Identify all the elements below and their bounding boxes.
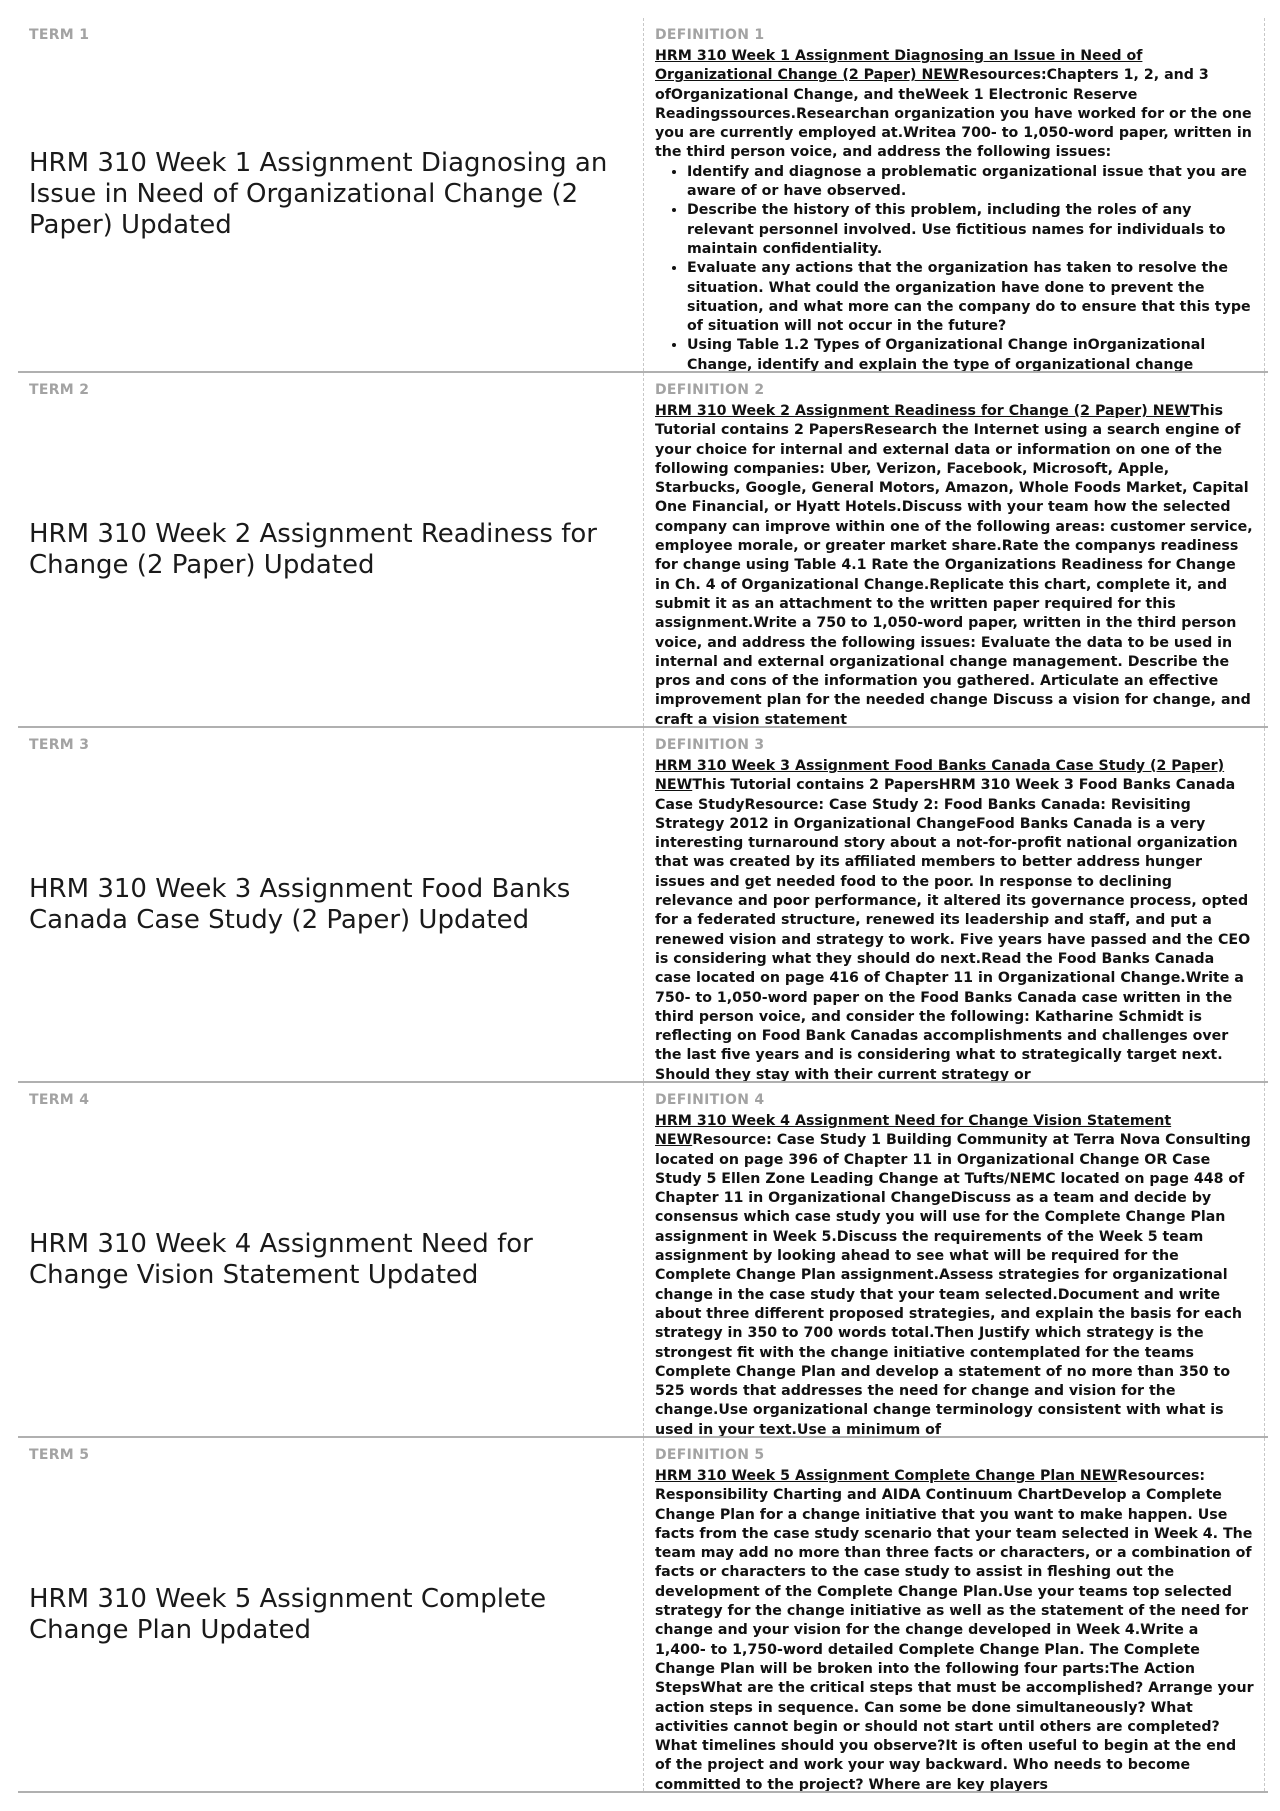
definition-text <box>655 402 1254 726</box>
definition-cell <box>643 18 1265 371</box>
definition-cell <box>643 373 1265 726</box>
definition-title: HRM 310 Week 4 Assignment Need for Change Vision Statement NEW <box>655 1113 1172 1149</box>
definition-label: DEFINITION 2 <box>655 382 765 398</box>
definition-cell <box>643 728 1265 1081</box>
term-label: TERM 2 <box>29 382 90 398</box>
term-text: HRM 310 Week 2 Assignment Readiness for Change (2 Paper) Updated <box>29 518 597 580</box>
definition-title: HRM 310 Week 3 Assignment Food Banks Canada Case Study (2 Paper) NEW <box>655 758 1225 794</box>
definition-list-item: • Describe the history of this problem, including the roles of any relevant personnel involved. Use fictitious names for individuals to maintain confidentiality. <box>687 201 1254 259</box>
definition-label: DEFINITION 4 <box>655 1092 765 1108</box>
flashcard-3 <box>18 728 1268 1083</box>
term-text: HRM 310 Week 5 Assignment Complete Change Plan Updated <box>29 1583 547 1645</box>
flashcard-5 <box>18 1438 1268 1793</box>
term-cell <box>18 728 640 1081</box>
term-label: TERM 1 <box>29 27 90 43</box>
definition-body: This Tutorial contains 2 PapersResearch the Internet using a search engine of your choice for internal and external data or information on one of the following companies: Uber, Verizon, Facebook, Microsoft, Apple, Starbucks, Google, General Motors, Amazon, Whole Foods Market, Capital One Financial, or Hyatt Hotels.Discuss with your team how the selected company can improve within one of the following areas: customer service, employee morale, or greater market share.Rate the companys readiness for change using Table 4.1 Rate the Organizations Readiness for Change in Ch. 4 of Organizational Change.Replicate this chart, complete it, and submit it as an attachment to the written paper required for this assignment.Write a 750 to 1,050-word paper, written in the third person voice, and address the following issues: Evaluate the data to be used in internal and external organizational change management. Describe the pros and cons of the information you gathered. Articulate an effective improvement plan for the needed change Discuss a vision for change, and craft a vision statement <box>655 403 1253 726</box>
term-text: HRM 310 Week 1 Assignment Diagnosing an Issue in Need of Organizational Change (2 Paper) Updated <box>29 148 608 240</box>
definition-list <box>655 163 1254 371</box>
definition-cell <box>643 1438 1265 1791</box>
term-text: HRM 310 Week 4 Assignment Need for Change Vision Statement Updated <box>29 1228 533 1290</box>
definition-list-item: • Using Table 1.2 Types of Organizational Change inOrganizational Change, identify and explain the type of organizational change <box>687 336 1254 371</box>
definition-list-item: • Evaluate any actions that the organization has taken to resolve the situation. What could the organization have done to prevent the situation, and what more can the company do to ensure that this type of situation will not occur in the future? <box>687 259 1254 336</box>
term-cell <box>18 18 640 371</box>
definition-body: Resource: Case Study 1 Building Community at Terra Nova Consulting located on page 396 of Chapter 11 in Organizational Change OR Case Study 5 Ellen Zone Leading Change at Tufts/NEMC located on page 448 of Chapter 11 in Organizational ChangeDiscuss as a team and decide by consensus which case study you will use for the Complete Change Plan assignment in Week 5.Discuss the requirements of the Week 5 team assignment by looking ahead to see what will be required for the Complete Change Plan assignment.Assess strategies for organizational change in the case study that your team selected.Document and write about three different proposed strategies, and explain the basis for each strategy in 350 to 700 words total.Then Justify which strategy is the strongest fit with the change initiative contemplated for the teams Complete Change Plan and develop a statement of no more than 350 to 525 words that addresses the need for change and vision for the change.Use organizational change terminology consistent with what is used in your text.Use a minimum of <box>655 1132 1251 1436</box>
flashcard-2 <box>18 373 1268 728</box>
flashcard-4 <box>18 1083 1268 1438</box>
term-label: TERM 3 <box>29 737 90 753</box>
term-cell <box>18 1083 640 1436</box>
definition-body: This Tutorial contains 2 PapersHRM 310 Week 3 Food Banks Canada Case StudyResource: Case Study 2: Food Banks Canada: Revisiting Strategy 2012 in Organizational ChangeFood Banks Canada is a very interesting turnaround story about a not-for-profit national organization that was created by its affiliated members to better address hunger issues and get needed food to the poor. In response to declining relevance and poor performance, it altered its governance process, opted for a federated structure, renewed its leadership and staff, and put a renewed vision and strategy to work. Five years have passed and the CEO is considering what they should do next.Read the Food Banks Canada case located on page 416 of Chapter 11 in Organizational Change.Write a 750- to 1,050-word paper on the Food Banks Canada case written in the third person voice, and consider the following: Katharine Schmidt is reflecting on Food Bank Canadas accomplishments and challenges over the last five years and is considering what to strategically target next. Should they stay with their current strategy or <box>655 777 1251 1081</box>
definition-title: HRM 310 Week 2 Assignment Readiness for Change (2 Paper) NEW <box>655 403 1190 419</box>
term-cell <box>18 373 640 726</box>
definition-text <box>655 1467 1254 1791</box>
flashcard-1 <box>18 18 1268 373</box>
definition-text <box>655 1112 1254 1436</box>
term-text: HRM 310 Week 3 Assignment Food Banks Canada Case Study (2 Paper) Updated <box>29 873 571 935</box>
definition-label: DEFINITION 1 <box>655 27 765 43</box>
definition-label: DEFINITION 3 <box>655 737 765 753</box>
term-label: TERM 4 <box>29 1092 90 1108</box>
flashcard-sheet <box>18 18 1268 1793</box>
definition-title: HRM 310 Week 5 Assignment Complete Change Plan NEW <box>655 1468 1118 1484</box>
definition-cell <box>643 1083 1265 1436</box>
definition-title: HRM 310 Week 1 Assignment Diagnosing an Issue in Need of Organizational Change (2 Paper) NEW <box>655 48 1143 84</box>
definition-body: Resources: Responsibility Charting and AIDA Continuum ChartDevelop a Complete Change Plan for a change initiative that you want to make happen. Use facts from the case study scenario that your team selected in Week 4. The team may add no more than three facts or characters, or a combination of facts or characters to the case study to assist in fleshing out the development of the Complete Change Plan.Use your teams top selected strategy for the change initiative as well as the statement of the need for change and your vision for the change developed in Week 4.Write a 1,400- to 1,750-word detailed Complete Change Plan. The Complete Change Plan will be broken into the following four parts:The Action StepsWhat are the critical steps that must be accomplished? Arrange your action steps in sequence. Can some be done simultaneously? What activities cannot begin or should not start until others are completed? What timelines should you observe?It is often useful to begin at the end of the project and work your way backward. Who needs to become committed to the project? Where are key players <box>655 1468 1254 1791</box>
definition-list-item: • Identify and diagnose a problematic organizational issue that you are aware of or have observed. <box>687 163 1254 202</box>
definition-text <box>655 47 1254 371</box>
definition-label: DEFINITION 5 <box>655 1447 765 1463</box>
definition-body: Resources:Chapters 1, 2, and 3 ofOrganizational Change, and theWeek 1 Electronic Reserve Readingssources.Researchan organization you have worked for or the one you are currently employed at.Writea 700- to 1,050-word paper, written in the third person voice, and address the following issues: <box>655 67 1252 161</box>
definition-text <box>655 757 1254 1081</box>
term-label: TERM 5 <box>29 1447 90 1463</box>
term-cell <box>18 1438 640 1791</box>
